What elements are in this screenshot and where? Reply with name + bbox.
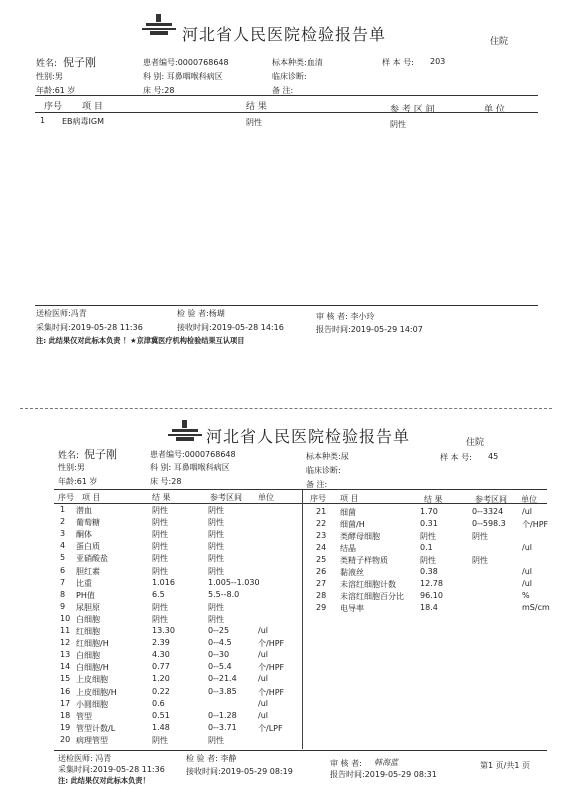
cell-no: 23 [316,531,327,540]
cell-no: 14 [60,662,71,672]
header-ref: 参考区间 [210,493,242,502]
cell-no: 4 [60,541,66,551]
cell-unit: /ul [522,579,532,588]
cell-result: 阴性 [420,556,436,565]
specimen-no: 45 [488,452,499,461]
cell-ref: 阴性 [208,554,224,564]
cell-ref: 0--598.3 [472,519,506,528]
cell-ref: 0--21.4 [208,674,237,684]
cell-item: 红细胞 [76,627,100,636]
receive-time: 接收时间:2019-05-28 14:16 [177,323,284,332]
header-unit: 单 位 [484,105,505,115]
cell-no: 3 [60,529,66,539]
cell-result: 4.30 [152,650,170,660]
cell-item: 管型 [76,711,92,721]
cell-ref: 阴性 [208,566,224,576]
cell-unit: /ul [522,543,532,552]
cell-item: 电导率 [340,604,364,613]
header-result-right: 结 果 [424,495,443,504]
cell-no: 16 [60,686,71,696]
cell-result: 2.39 [152,638,170,648]
cell-item: 管型计数/L [76,723,116,733]
cell-result: 1.016 [152,577,175,587]
reviewer-signature: 韩海蓝 [374,758,398,767]
header-no: 序号 [58,493,74,502]
cell-result: 阴性 [152,554,168,564]
specimen-no-label: 样 本 号: [382,58,414,67]
cell-ref: 1.005--1.030 [208,577,260,587]
cell-no: 1 [60,505,66,514]
specimen-type: 标本种类:尿 [306,452,349,461]
hospital-logo-icon [168,420,204,442]
cell-ref: 阴性 [208,530,224,540]
cell-result: 阴性 [152,530,168,540]
cell-unit: mS/cm [522,603,550,612]
header-unit: 单位 [258,493,274,502]
cell-result: 0.6 [152,698,165,708]
remark: 备 注: [306,480,328,489]
cell-item: 上皮细胞/H [76,687,117,697]
cell-no: 18 [60,710,71,720]
cell-ref: 阴性 [208,506,224,515]
cell-result: 阴性 [152,735,168,745]
cell-ref: 阴性 [208,542,224,552]
cell-result: 0.51 [152,710,170,720]
cell-ref: 阴性 [208,614,224,624]
sex: 性别:男 [58,463,85,472]
note: 注: 此结果仅对此标本负责！ [58,776,150,785]
cell-unit: /ul [258,626,268,635]
cell-item: 细菌/H [340,520,365,529]
cell-no: 27 [316,579,327,588]
cell-item: 未溶红细胞百分比 [340,592,404,601]
bed: 床 号:28 [143,86,175,95]
cell-unit: 个/HPF [258,639,285,649]
cell-unit: /ul [258,698,268,708]
cell-no: 26 [316,567,327,576]
cell-no: 17 [60,698,71,708]
cell-ref: 0--1.28 [208,710,237,720]
cell-ref: 0--30 [208,650,230,660]
cell-ref: 5.5--8.0 [208,589,240,599]
cell-item: 未溶红细胞计数 [340,580,396,589]
cell-no: 29 [316,603,327,612]
specimen-no-label: 样 本 号: [440,453,472,462]
name-label: 姓名: [58,451,80,461]
cell-item: 结晶 [340,544,356,553]
header-ref-right: 参考区间 [475,495,507,504]
cell-result: 阴性 [152,506,168,515]
cell-item: 类精子样物质 [340,556,388,565]
department: 科 别: 耳鼻咽喉科病区 [143,72,223,81]
cell-no: 7 [60,577,66,587]
cell-no: 24 [316,543,327,552]
cell-item: 蛋白质 [76,542,100,552]
cell-result: 0.31 [420,519,438,528]
cell-no: 21 [316,507,327,516]
cell-result: 0.22 [152,686,170,696]
cell-ref: 0--25 [208,626,230,635]
cell-no: 19 [60,722,71,732]
cell-unit: /ul [258,674,268,684]
header-unit-right: 单位 [521,495,537,504]
header-item-right: 项 目 [340,494,359,503]
cell-item: 小圆细胞 [76,699,108,709]
reviewer: 审 核 者: 李小玲 [316,312,375,321]
cell-unit: 个/LPF [258,723,283,733]
cell-unit: % [522,591,530,600]
cell-item: 黏液丝 [340,568,364,577]
cell-result: 0.1 [420,543,433,552]
cell-ref: 0--3.71 [208,722,237,732]
diagnosis: 临床诊断: [272,72,307,81]
cell-item: 葡萄糖 [76,518,100,528]
header-item: 项 目 [82,493,101,502]
age: 年龄:61 岁 [58,477,98,486]
cell-result: 阴性 [152,518,168,528]
cell-result: 6.5 [152,589,165,599]
patient-id: 患者编号:0000768648 [143,58,229,67]
cell-no: 13 [60,650,71,660]
cell-result: 18.4 [420,603,438,612]
tester: 检 验 者: 李静 [186,754,237,763]
cell-result: 阴性 [152,614,168,624]
cell-no: 10 [60,613,71,623]
patient-name: 倪子刚 [84,448,117,461]
cell-ref: 0--3.85 [208,686,237,696]
report-time: 报告时间:2019-05-29 14:07 [316,325,423,334]
hospital-logo-icon [142,14,178,36]
bed: 床 号:28 [150,477,182,486]
ward-label: 住院 [466,438,485,448]
age: 年龄:61 岁 [36,86,76,95]
cell-no: 15 [60,674,71,684]
header-result: 结 果 [152,493,171,502]
specimen-no: 203 [430,57,446,66]
collect-time: 采集时间:2019-05-28 11:36 [36,323,143,332]
cell-result: 0.38 [420,567,438,576]
receive-time: 接收时间:2019-05-29 08:19 [186,767,293,776]
cell-no: 6 [60,565,66,575]
cell-no: 20 [60,734,71,744]
report-title: 河北省人民医院检验报告单 [182,25,387,44]
cell-ref: 阴性 [472,532,488,541]
cell-result: 13.30 [152,626,175,635]
name-label: 姓名: [36,59,58,69]
cell-unit: 个/HPF [258,663,285,673]
diagnosis: 临床诊断: [306,466,341,475]
cell-no: 12 [60,638,71,648]
cell-no: 22 [316,519,327,528]
patient-name: 倪子刚 [63,56,96,69]
cut-line [20,408,552,409]
patient-id: 患者编号:0000768648 [150,450,236,459]
cell-unit: 个/HPF [258,687,285,697]
report-time: 报告时间:2019-05-29 08:31 [330,770,437,779]
collect-time: 采集时间:2019-05-28 11:36 [58,765,165,774]
cell-no: 11 [60,626,71,635]
sender: 送检医师:冯青 [36,309,87,318]
cell-item: 白细胞/H [76,663,109,673]
cell-ref: 0--3324 [472,507,504,516]
cell-unit: /ul [258,650,268,660]
tester: 检 验 者:杨瑚 [177,309,225,318]
cell-no: 8 [60,589,66,599]
header-no: 序号 [44,102,63,112]
cell-item: 尿胆原 [76,602,100,612]
sex: 性别:男 [36,72,63,81]
cell-item: 胆红素 [76,566,100,576]
cell-ref: 0--5.4 [208,662,232,672]
cell-ref: 阴性 [208,518,224,528]
header-ref: 参 考 区 间 [390,105,435,115]
cell-unit: /ul [258,710,268,720]
cell-unit: /ul [522,567,532,576]
cell-unit: 个/HPF [522,520,549,529]
department: 科 别: 耳鼻咽喉科病区 [150,463,230,472]
cell-item: 细菌 [340,508,356,517]
sender: 送检医师: 冯青 [58,754,112,763]
cell-result: 0.77 [152,662,170,672]
cell-no: 5 [60,553,66,563]
ward-label: 住院 [490,37,509,47]
cell-result: 阴性 [152,566,168,576]
cell-unit: /ul [522,507,532,516]
page-number: 第1 页/共1 页 [480,761,530,770]
cell-item: 病理管型 [76,735,108,745]
cell-item: 亚硝酸盐 [76,554,108,564]
cell-no: 2 [60,517,66,527]
cell-result: 1.20 [152,674,170,684]
cell-item: PH值 [76,590,95,600]
remark: 备 注: [272,86,294,95]
cell-item: 比重 [76,578,92,588]
cell-no: 25 [316,555,327,564]
header-result: 结 果 [246,102,267,112]
cell-no: 28 [316,591,327,600]
cell-ref: 阴性 [208,735,224,745]
cell-item: 白细胞 [76,614,100,624]
cell-ref: 阴性 [208,602,224,612]
header-no-right: 序号 [310,494,326,503]
cell-result: 96.10 [420,591,443,600]
cell-ref: 阴性 [472,556,488,565]
cell-item: 上皮细胞 [76,675,108,685]
cell-result: 1.70 [420,507,438,516]
cell-result: 阴性 [420,532,436,541]
cell-item: 潜血 [76,506,92,515]
header-item: 项 目 [82,102,103,112]
cell-result: 1.48 [152,722,170,732]
note: 注: 此结果仅对此标本负责 ！★京津冀医疗机构检验结果互认项目 [36,336,245,345]
cell-ref: 0--4.5 [208,638,232,648]
cell-item: 红细胞/H [76,639,109,649]
cell-item: 类酵母细胞 [340,532,380,541]
cell-item: 酮体 [76,530,92,540]
report-title: 河北省人民医院检验报告单 [206,427,411,446]
cell-result: 12.78 [420,579,443,588]
cell-result: 阴性 [152,602,168,612]
cell-result: 阴性 [152,542,168,552]
cell-item: 白细胞 [76,651,100,661]
specimen-type: 标本种类:血清 [272,58,323,67]
reviewer: 审 核 者: [330,759,362,768]
cell-no: 9 [60,601,66,611]
